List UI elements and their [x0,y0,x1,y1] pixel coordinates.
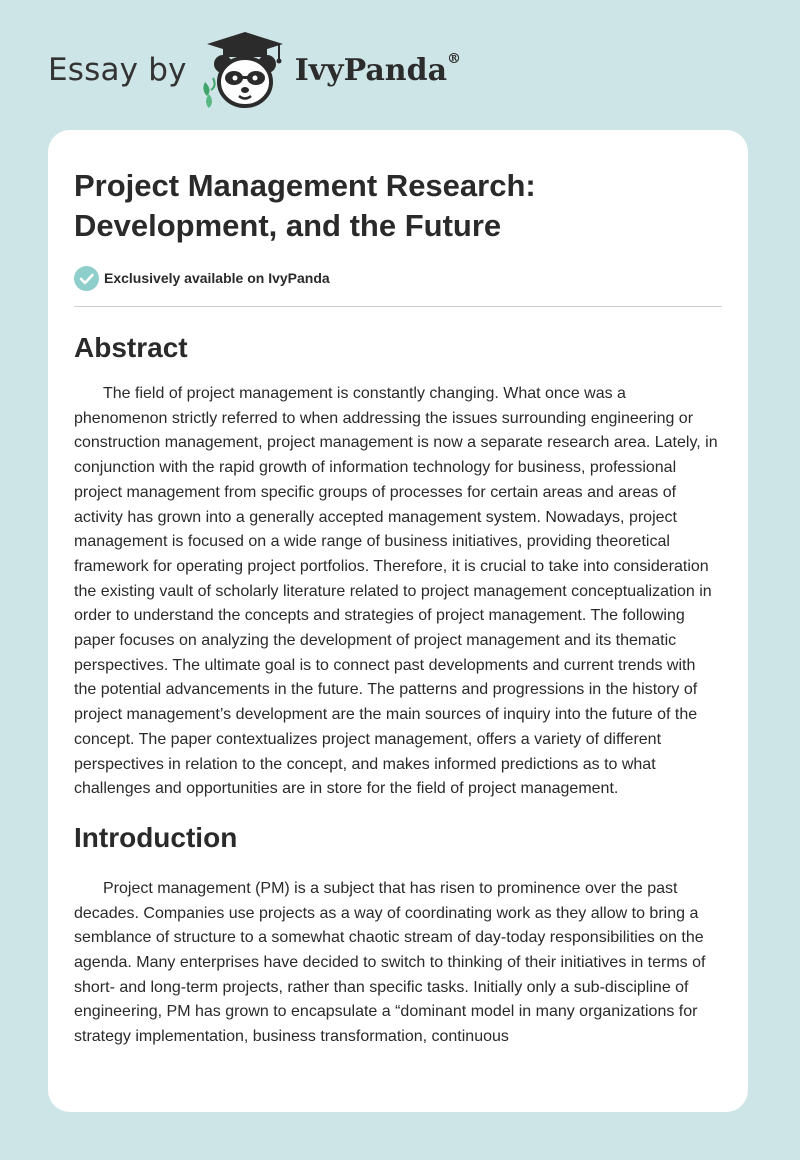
essay-content [74,166,722,1050]
site-header-brand[interactable] [48,30,461,110]
title-divider [74,306,722,307]
section-heading-introduction: Introduction [74,821,238,853]
exclusive-label: Exclusively available on IvyPanda [104,270,330,286]
introduction-paragraph: Project management (PM) is a subject that has risen to prominence over the past decades. Companies use projects as a way of coordinating work as they allow to bring a semblance of structure to a somewhat chaotic stream of day-today responsibilities on the agenda. Many enterprises have decided to switch to thinking of their initiatives in terms of short- and long-term projects, rather than specific tasks. Initially only a sub-discipline of engineering, PM has grown to encapsulate a “dominant model in many organizations for strategy implementation, business transformation, continuous [74,879,706,1046]
check-circle-icon [74,266,99,291]
ivypanda-wordmark: IvyPanda® [294,50,462,88]
section-heading-abstract: Abstract [74,332,188,363]
ivypanda-panda-logo-icon [199,30,291,110]
essay-card [48,130,748,1112]
exclusive-badge [74,265,722,291]
essay-by-label: Essay by [48,52,187,88]
essay-title: Project Management Research: Development, and the Future [74,168,536,243]
abstract-paragraph: The field of project management is constantly changing. What once was a phenomenon strictly referred to when addressing the issues surrounding engineering or construction management, project management is now a separate research area. Lately, in conjunction with the rapid growth of information technology for business, professional project management from specific groups of processes for certain areas and areas of activity has grown into a generally accepted management system. Nowadays, project management is focused on a wide range of business initiatives, providing theoretical framework for operating project portfolios. Therefore, it is crucial to take into consideration the existing vault of scholarly literature related to project management conceptualization in order to understand the concepts and strategies of project management. The following paper focuses on analyzing the development of project management and its thematic perspectives. The ultimate goal is to connect past developments and current trends with the potential advancements in the future. The patterns and progressions in the history of project management’s development are the main sources of inquiry into the future of the concept. The paper contextualizes project management, offers a variety of different perspectives in relation to the concept, and makes informed predictions as to what challenges and opportunities are in store for the field of project management. [74,385,718,798]
